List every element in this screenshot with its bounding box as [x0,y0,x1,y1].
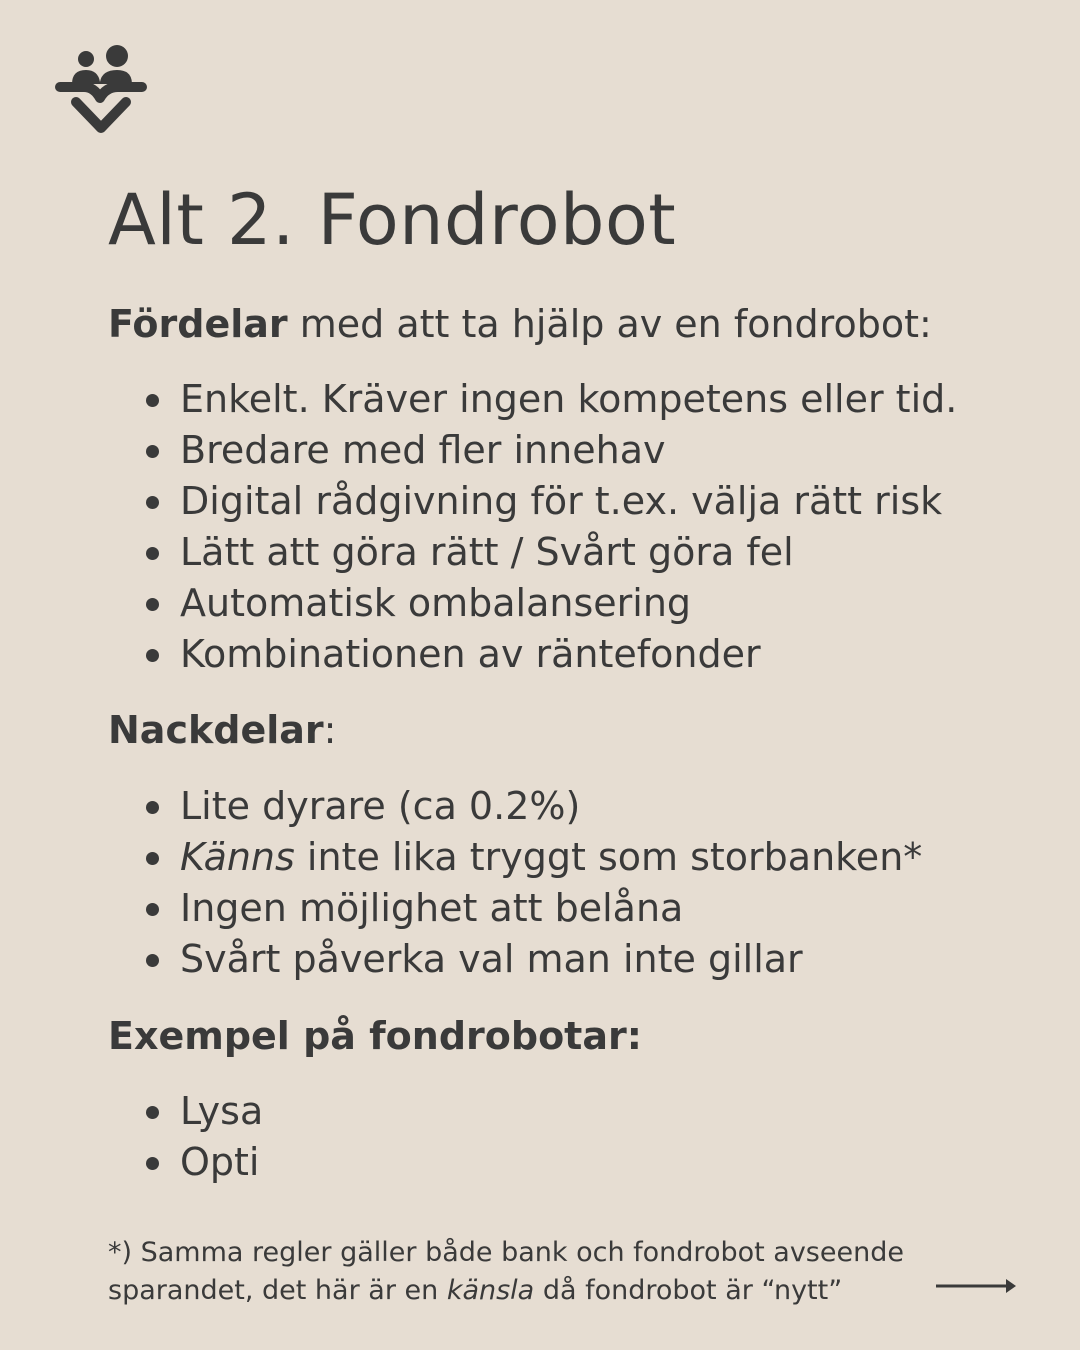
examples-heading [108,1014,642,1060]
disadvantages-heading-bold: Nackdelar [108,708,324,752]
emphasis-text: Känns [180,835,295,879]
list-item: Lite dyrare (ca 0.2%) [108,781,922,832]
examples-list [108,1086,263,1188]
heart-people-logo [50,42,152,138]
list-item-text: inte lika tryggt som storbanken* [294,835,923,879]
list-item: Bredare med fler innehav [108,425,957,476]
footnote-line-2-start: sparandet, det här är en [108,1275,447,1306]
advantages-list [108,374,957,680]
page-title: Alt 2. Fondrobot [108,179,677,261]
footnote-line-1: *) Samma regler gäller både bank och fondrobot avseende [108,1237,904,1268]
footnote-emphasis: känsla [446,1275,535,1306]
list-item: Digital rådgivning för t.ex. välja rätt risk [108,476,957,527]
footnote-line-2-end: då fondrobot är “nytt” [534,1275,843,1306]
list-item: Opti [108,1137,263,1188]
arrow-right-icon[interactable] [934,1276,1018,1296]
list-item: Svårt påverka val man inte gillar [108,934,922,985]
list-item: Enkelt. Kräver ingen kompetens eller tid. [108,374,957,425]
disadvantages-heading [108,708,336,754]
advantages-heading-rest: med att ta hjälp av en fondrobot: [287,302,932,346]
list-item: Ingen möjlighet att belåna [108,883,922,934]
list-item: Lysa [108,1086,263,1137]
disadvantages-list [108,781,922,985]
advantages-heading-bold: Fördelar [108,302,288,346]
advantages-heading [108,302,932,348]
list-item [108,832,922,883]
list-item: Kombinationen av räntefonder [108,629,957,680]
footnote [108,1234,904,1310]
list-item: Automatisk ombalansering [108,578,957,629]
examples-heading-bold: Exempel på fondrobotar: [108,1014,642,1058]
list-item: Lätt att göra rätt / Svårt göra fel [108,527,957,578]
disadvantages-heading-rest: : [323,708,337,752]
